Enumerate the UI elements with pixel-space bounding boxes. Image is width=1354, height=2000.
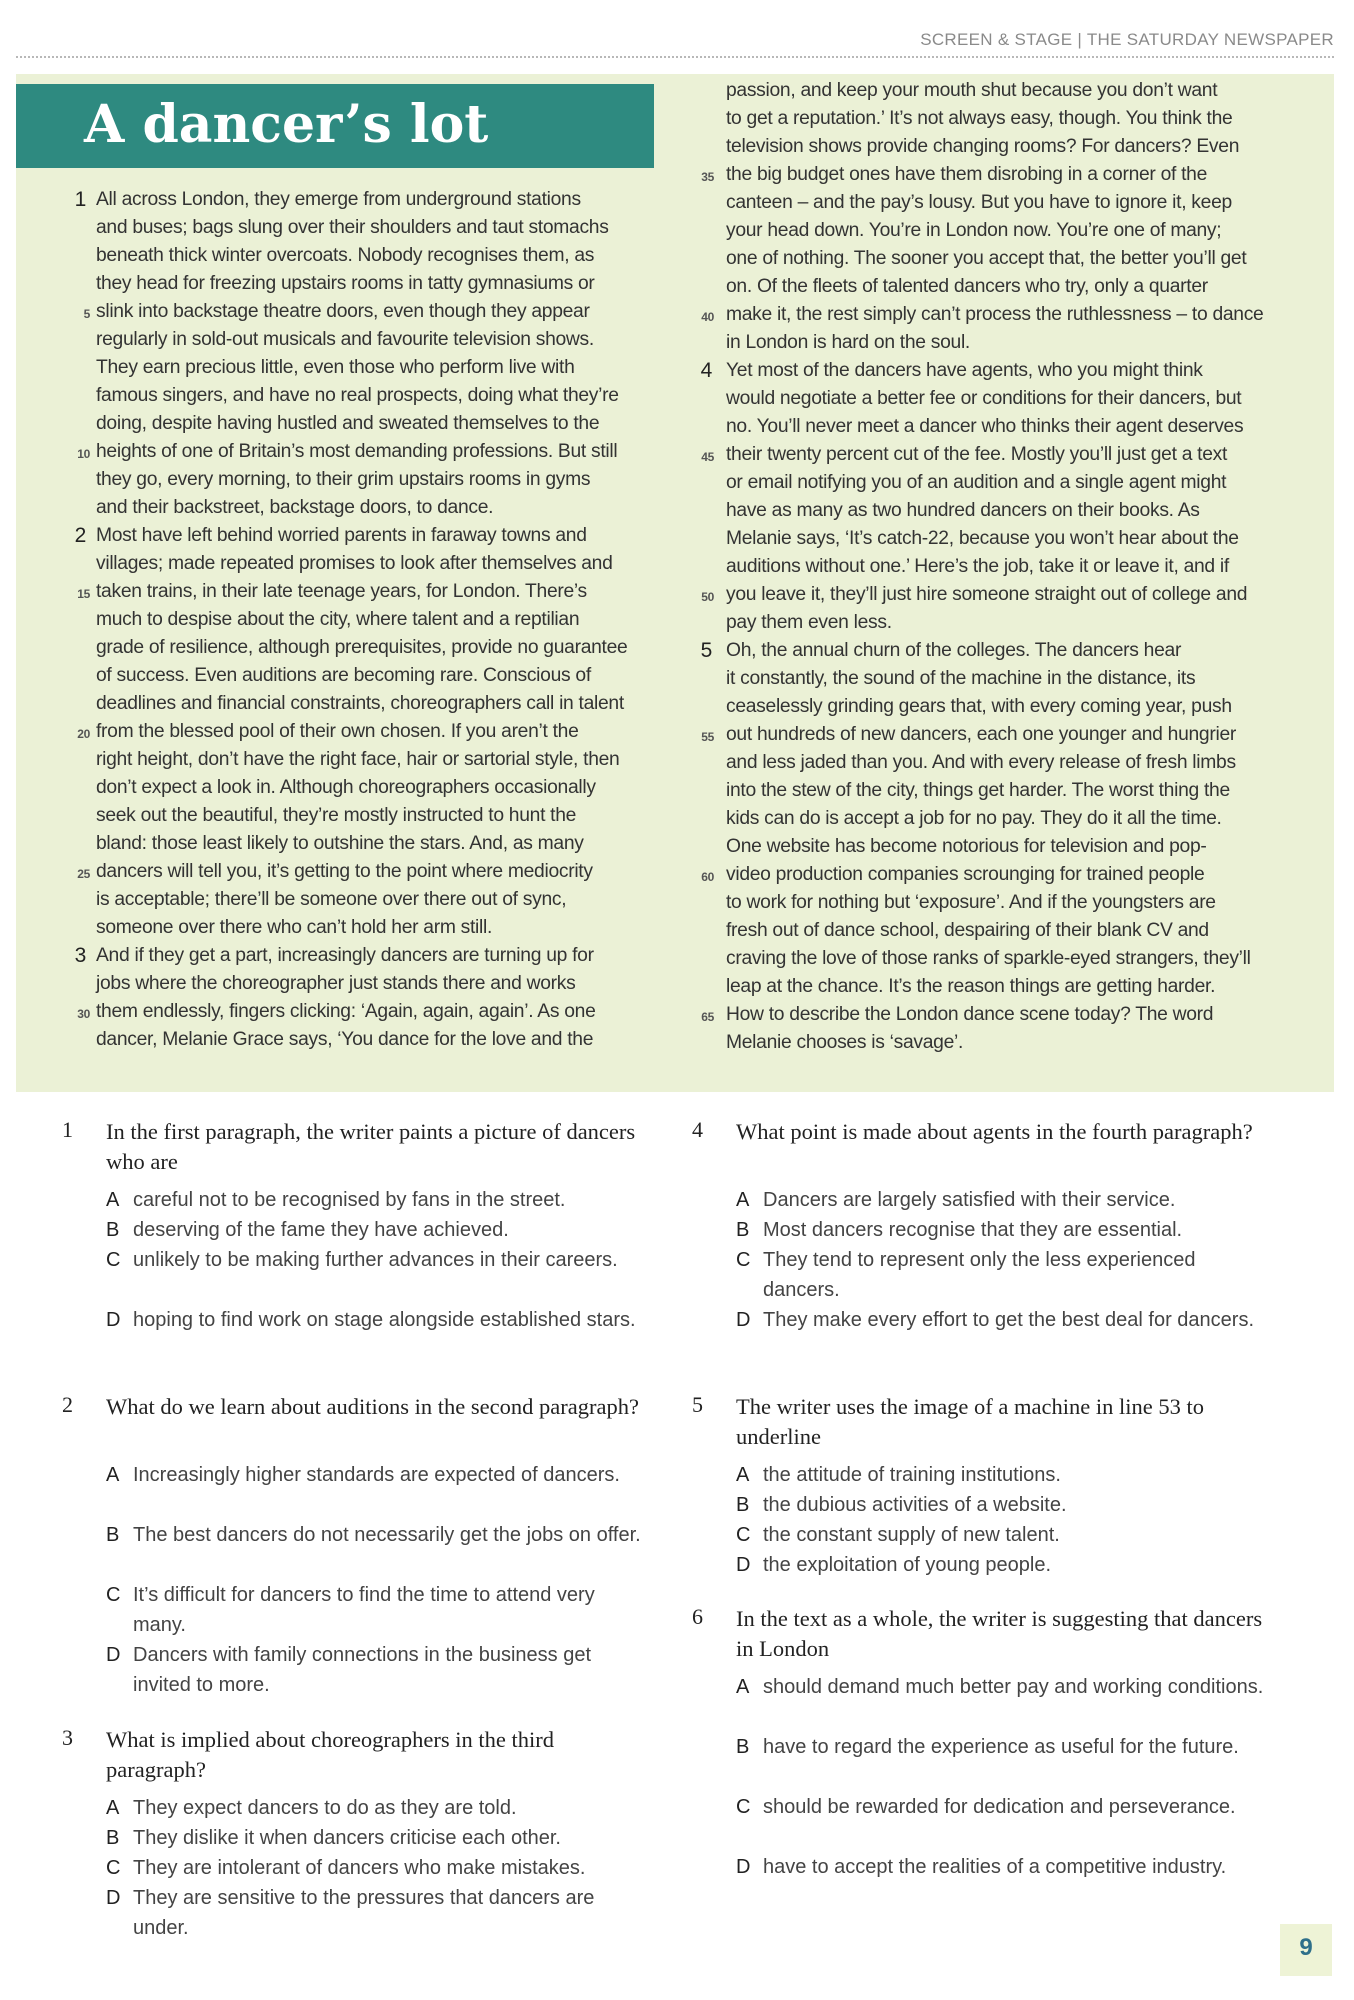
line-text: canteen – and the pay’s lousy. But you have to ignore it, keep	[726, 192, 1232, 213]
line-text: out hundreds of new dancers, each one younger and hungrier	[726, 724, 1236, 745]
question-stem: What is implied about choreographers in the third paragraph?	[106, 1727, 555, 1782]
text-line	[701, 441, 1316, 469]
text-line	[726, 665, 1316, 693]
line-text: would negotiate a better fee or conditions for their dancers, but	[726, 388, 1242, 409]
line-text: in London is hard on the soul.	[726, 332, 970, 353]
title-banner	[16, 84, 654, 168]
line-text: to get a reputation.’ It’s not always easy, though. You think the	[726, 108, 1233, 129]
question-stem: What point is made about agents in the fourth paragraph?	[736, 1119, 1253, 1144]
option-letter: C	[106, 1249, 121, 1271]
text-line	[96, 886, 668, 914]
option-letter: C	[736, 1796, 751, 1818]
article-column-left	[74, 186, 668, 1054]
line-text: is acceptable; there’ll be someone over there out of sync,	[96, 889, 567, 910]
line-text: auditions without one.’ Here’s the job, take it or leave it, and if	[726, 556, 1229, 577]
line-text: leap at the chance. It’s the reason things are getting harder.	[726, 976, 1216, 997]
text-line	[96, 914, 668, 942]
line-number: 5	[83, 307, 90, 321]
text-line	[96, 354, 668, 382]
text-line	[726, 413, 1316, 441]
text-line	[77, 858, 668, 886]
text-line	[726, 217, 1316, 245]
option-letter: A	[736, 1189, 750, 1211]
line-number: 55	[701, 730, 714, 744]
option-text: hoping to find work on stage alongside established stars.	[133, 1309, 636, 1331]
option-text: careful not to be recognised by fans in the street.	[133, 1189, 566, 1211]
page-number-badge	[1280, 1924, 1332, 1976]
line-text: they go, every morning, to their grim upstairs rooms in gyms	[96, 469, 591, 490]
text-line	[701, 721, 1316, 749]
text-line	[83, 298, 668, 326]
line-text: villages; made repeated promises to look after themselves and	[96, 553, 613, 574]
line-text: no. You’ll never meet a dancer who thinks their agent deserves	[726, 416, 1244, 437]
line-text: ceaselessly grinding gears that, with every coming year, push	[726, 696, 1232, 717]
option-text: They make every effort to get the best deal for dancers.	[763, 1309, 1255, 1331]
line-text: Yet most of the dancers have agents, who you might think	[726, 360, 1203, 381]
text-line	[96, 970, 668, 998]
line-text: slink into backstage theatre doors, even though they appear	[96, 301, 590, 322]
question-number: 1	[62, 1117, 73, 1142]
text-line	[96, 606, 668, 634]
option-letter: B	[106, 1827, 120, 1849]
line-text: passion, and keep your mouth shut because you don’t want	[726, 80, 1218, 101]
text-line	[96, 410, 668, 438]
option-text: The best dancers do not necessarily get the jobs on offer.	[133, 1524, 641, 1546]
text-line	[726, 385, 1316, 413]
text-line	[700, 357, 1316, 385]
option-text: the exploitation of young people.	[763, 1554, 1051, 1576]
option-letter: C	[106, 1857, 121, 1879]
option-letter: A	[106, 1797, 120, 1819]
text-line	[96, 326, 668, 354]
line-number: 20	[77, 727, 90, 741]
option-letter: A	[106, 1189, 120, 1211]
line-text: And if they get a part, increasingly dancers are turning up for	[96, 945, 594, 966]
text-line	[726, 945, 1316, 973]
line-text: the big budget ones have them disrobing in a corner of the	[726, 164, 1208, 185]
line-text: their twenty percent cut of the fee. Mostly you’ll just get a text	[726, 444, 1228, 465]
line-text: and buses; bags slung over their shoulders and taut stomachs	[96, 217, 609, 238]
text-line	[96, 802, 668, 830]
text-line	[96, 774, 668, 802]
option-text: They tend to represent only the less experienced dancers.	[763, 1249, 1196, 1301]
option-text: They expect dancers to do as they are told.	[133, 1797, 517, 1819]
line-text: them endlessly, fingers clicking: ‘Again, again, again’. As one	[96, 1001, 596, 1022]
line-text: Melanie chooses is ‘savage’.	[726, 1032, 964, 1053]
line-number: 65	[701, 1010, 714, 1024]
option-letter: D	[736, 1309, 751, 1331]
question-stem: In the text as a whole, the writer is suggesting that dancers in London	[736, 1606, 1263, 1661]
question-number: 4	[692, 1117, 703, 1142]
text-line	[74, 186, 668, 214]
option-letter: D	[106, 1887, 121, 1909]
text-line	[701, 581, 1316, 609]
line-text: your head down. You’re in London now. You’re one of many;	[726, 220, 1222, 241]
line-text: much to despise about the city, where talent and a reptilian	[96, 609, 580, 630]
line-text: on. Of the fleets of talented dancers who try, only a quarter	[726, 276, 1208, 297]
page-number: 9	[1299, 1934, 1313, 1961]
text-line	[726, 917, 1316, 945]
option-letter: B	[106, 1524, 120, 1546]
line-text: Most have left behind worried parents in faraway towns and	[96, 525, 587, 546]
line-text: kids can do is accept a job for no pay. They do it all the time.	[726, 808, 1222, 829]
line-text: someone over there who can’t hold her arm still.	[96, 917, 493, 938]
option-letter: C	[736, 1249, 751, 1271]
line-text: from the blessed pool of their own chosen. If you aren’t the	[96, 721, 579, 742]
line-number: 35	[701, 170, 714, 184]
option-letter: B	[106, 1219, 120, 1241]
line-text: have as many as two hundred dancers on their books. As	[726, 500, 1200, 521]
line-text: jobs where the choreographer just stands there and works	[96, 973, 576, 994]
option-letter: A	[736, 1464, 750, 1486]
text-line	[726, 1029, 1316, 1057]
option-letter: D	[736, 1856, 751, 1878]
header-divider	[16, 56, 1334, 58]
line-text: bland: those least likely to outshine the stars. And, as many	[96, 833, 584, 854]
line-number: 60	[701, 870, 714, 884]
option-text: Most dancers recognise that they are essential.	[763, 1219, 1183, 1241]
option-text: They are sensitive to the pressures that dancers are under.	[133, 1887, 595, 1939]
line-number: 25	[77, 867, 90, 881]
line-text: don’t expect a look in. Although choreographers occasionally	[96, 777, 596, 798]
line-text: dancers will tell you, it’s getting to the point where mediocrity	[96, 861, 593, 882]
question-stem: The writer uses the image of a machine in line 53 to underline	[736, 1394, 1204, 1449]
line-text: video production companies scrounging for trained people	[726, 864, 1205, 885]
line-text: Oh, the annual churn of the colleges. The dancers hear	[726, 640, 1182, 661]
paragraph-number: 4	[700, 359, 712, 382]
line-text: and less jaded than you. And with every release of fresh limbs	[726, 752, 1236, 773]
line-text: to work for nothing but ‘exposure’. And if the youngsters are	[726, 892, 1216, 913]
line-text: television shows provide changing rooms? For dancers? Even	[726, 136, 1240, 157]
line-text: it constantly, the sound of the machine in the distance, its	[726, 668, 1196, 689]
text-line	[726, 973, 1316, 1001]
line-text: craving the love of those ranks of sparkle-eyed strangers, they’ll	[726, 948, 1251, 969]
line-text: How to describe the London dance scene today? The word	[726, 1004, 1214, 1025]
section-header: SCREEN & STAGE | THE SATURDAY NEWSPAPER	[920, 30, 1334, 49]
line-text: beneath thick winter overcoats. Nobody recognises them, as	[96, 245, 595, 266]
line-text: they head for freezing upstairs rooms in tatty gymnasiums or	[96, 273, 595, 294]
paragraph-number: 1	[74, 188, 86, 211]
option-letter: D	[106, 1309, 121, 1331]
text-line	[726, 133, 1316, 161]
text-line	[96, 662, 668, 690]
text-line	[726, 77, 1316, 105]
article-title: A dancer’s lot	[84, 94, 489, 155]
text-line	[96, 382, 668, 410]
text-line	[701, 301, 1316, 329]
text-line	[74, 522, 668, 550]
option-text: should demand much better pay and working conditions.	[763, 1676, 1264, 1698]
option-text: the attitude of training institutions.	[763, 1464, 1061, 1486]
question-number: 3	[62, 1725, 73, 1750]
option-text: Dancers are largely satisfied with their service.	[763, 1189, 1176, 1211]
text-line	[701, 861, 1316, 889]
text-line	[726, 553, 1316, 581]
option-letter: B	[736, 1219, 750, 1241]
line-text: dancer, Melanie Grace says, ‘You dance for the love and the	[96, 1029, 594, 1050]
line-text: make it, the rest simply can’t process the ruthlessness – to dance	[726, 304, 1264, 325]
text-line	[96, 634, 668, 662]
line-text: grade of resilience, although prerequisites, provide no guarantee	[96, 637, 628, 658]
article-panel	[16, 74, 1334, 1092]
text-line	[726, 245, 1316, 273]
text-line	[96, 746, 668, 774]
line-text: doing, despite having hustled and sweated themselves to the	[96, 413, 600, 434]
text-line	[726, 805, 1316, 833]
text-line	[726, 329, 1316, 357]
text-line	[726, 525, 1316, 553]
option-letter: A	[736, 1676, 750, 1698]
question-stem: In the first paragraph, the writer paints a picture of dancers who are	[106, 1119, 636, 1174]
option-letter: A	[106, 1464, 120, 1486]
option-letter: B	[736, 1736, 750, 1758]
option-text: should be rewarded for dedication and perseverance.	[763, 1796, 1236, 1818]
line-text: right height, don’t have the right face, hair or sartorial style, then	[96, 749, 620, 770]
option-text: have to regard the experience as useful for the future.	[763, 1736, 1239, 1758]
line-text: taken trains, in their late teenage years, for London. There’s	[96, 581, 587, 602]
option-letter: B	[736, 1494, 750, 1516]
question-number: 5	[692, 1392, 703, 1417]
text-line	[96, 494, 668, 522]
text-line	[96, 466, 668, 494]
line-text: deadlines and financial constraints, choreographers call in talent	[96, 693, 624, 714]
option-text: They dislike it when dancers criticise each other.	[133, 1827, 561, 1849]
article-column-right	[700, 77, 1316, 1057]
line-number: 40	[701, 310, 714, 324]
text-line	[726, 833, 1316, 861]
text-line	[726, 105, 1316, 133]
line-text: of success. Even auditions are becoming rare. Conscious of	[96, 665, 591, 686]
line-text: They earn precious little, even those who perform live with	[96, 357, 575, 378]
line-text: pay them even less.	[726, 612, 892, 633]
option-letter: C	[106, 1584, 121, 1606]
text-line	[701, 161, 1316, 189]
paragraph-number: 5	[700, 639, 712, 662]
paragraph-number: 3	[74, 944, 86, 967]
text-line	[726, 749, 1316, 777]
text-line	[726, 273, 1316, 301]
line-text: One website has become notorious for television and pop-	[726, 836, 1207, 857]
text-line	[700, 637, 1316, 665]
text-line	[701, 1001, 1316, 1029]
text-line	[726, 777, 1316, 805]
line-text: heights of one of Britain’s most demanding professions. But still	[96, 441, 618, 462]
option-letter: C	[736, 1524, 751, 1546]
line-text: All across London, they emerge from underground stations	[96, 189, 581, 210]
text-line	[96, 214, 668, 242]
option-text: have to accept the realities of a competitive industry.	[763, 1856, 1227, 1878]
option-text: Dancers with family connections in the business get invited to more.	[133, 1644, 592, 1696]
text-line	[74, 942, 668, 970]
line-text: Melanie says, ‘It’s catch-22, because you won’t hear about the	[726, 528, 1239, 549]
line-text: seek out the beautiful, they’re mostly instructed to hunt the	[96, 805, 577, 826]
line-text: one of nothing. The sooner you accept that, the better you’ll get	[726, 248, 1247, 269]
text-line	[726, 469, 1316, 497]
line-number: 10	[77, 447, 90, 461]
text-line	[96, 550, 668, 578]
text-line	[726, 693, 1316, 721]
question-number: 2	[62, 1392, 73, 1417]
option-text: deserving of the fame they have achieved.	[133, 1219, 509, 1241]
text-line	[96, 830, 668, 858]
text-line	[96, 690, 668, 718]
option-letter: D	[106, 1644, 121, 1666]
option-text: It’s difficult for dancers to find the time to attend very many.	[133, 1584, 595, 1636]
option-letter: D	[736, 1554, 751, 1576]
line-text: or email notifying you of an audition and a single agent might	[726, 472, 1227, 493]
line-text: fresh out of dance school, despairing of their blank CV and	[726, 920, 1209, 941]
option-text: Increasingly higher standards are expected of dancers.	[133, 1464, 620, 1486]
line-text: and their backstreet, backstage doors, to dance.	[96, 497, 494, 518]
text-line	[96, 242, 668, 270]
text-line	[77, 718, 668, 746]
text-line	[726, 609, 1316, 637]
option-text: unlikely to be making further advances in their careers.	[133, 1249, 618, 1271]
line-text: regularly in sold-out musicals and favourite television shows.	[96, 329, 594, 350]
option-text: the constant supply of new talent.	[763, 1524, 1060, 1546]
text-line	[726, 189, 1316, 217]
line-text: famous singers, and have no real prospects, doing what they’re	[96, 385, 619, 406]
text-line	[726, 889, 1316, 917]
question-stem: What do we learn about auditions in the second paragraph?	[106, 1394, 639, 1419]
question-number: 6	[692, 1604, 703, 1629]
text-line	[726, 497, 1316, 525]
text-line	[77, 998, 668, 1026]
line-number: 50	[701, 590, 714, 604]
line-text: you leave it, they’ll just hire someone straight out of college and	[726, 584, 1248, 605]
line-number: 30	[77, 1007, 90, 1021]
text-line	[77, 438, 668, 466]
paragraph-number: 2	[74, 524, 86, 547]
text-line	[96, 1026, 668, 1054]
line-number: 45	[701, 450, 714, 464]
line-number: 15	[77, 587, 90, 601]
option-text: the dubious activities of a website.	[763, 1494, 1067, 1516]
text-line	[77, 578, 668, 606]
text-line	[96, 270, 668, 298]
line-text: into the stew of the city, things get harder. The worst thing the	[726, 780, 1230, 801]
option-text: They are intolerant of dancers who make mistakes.	[133, 1857, 586, 1879]
